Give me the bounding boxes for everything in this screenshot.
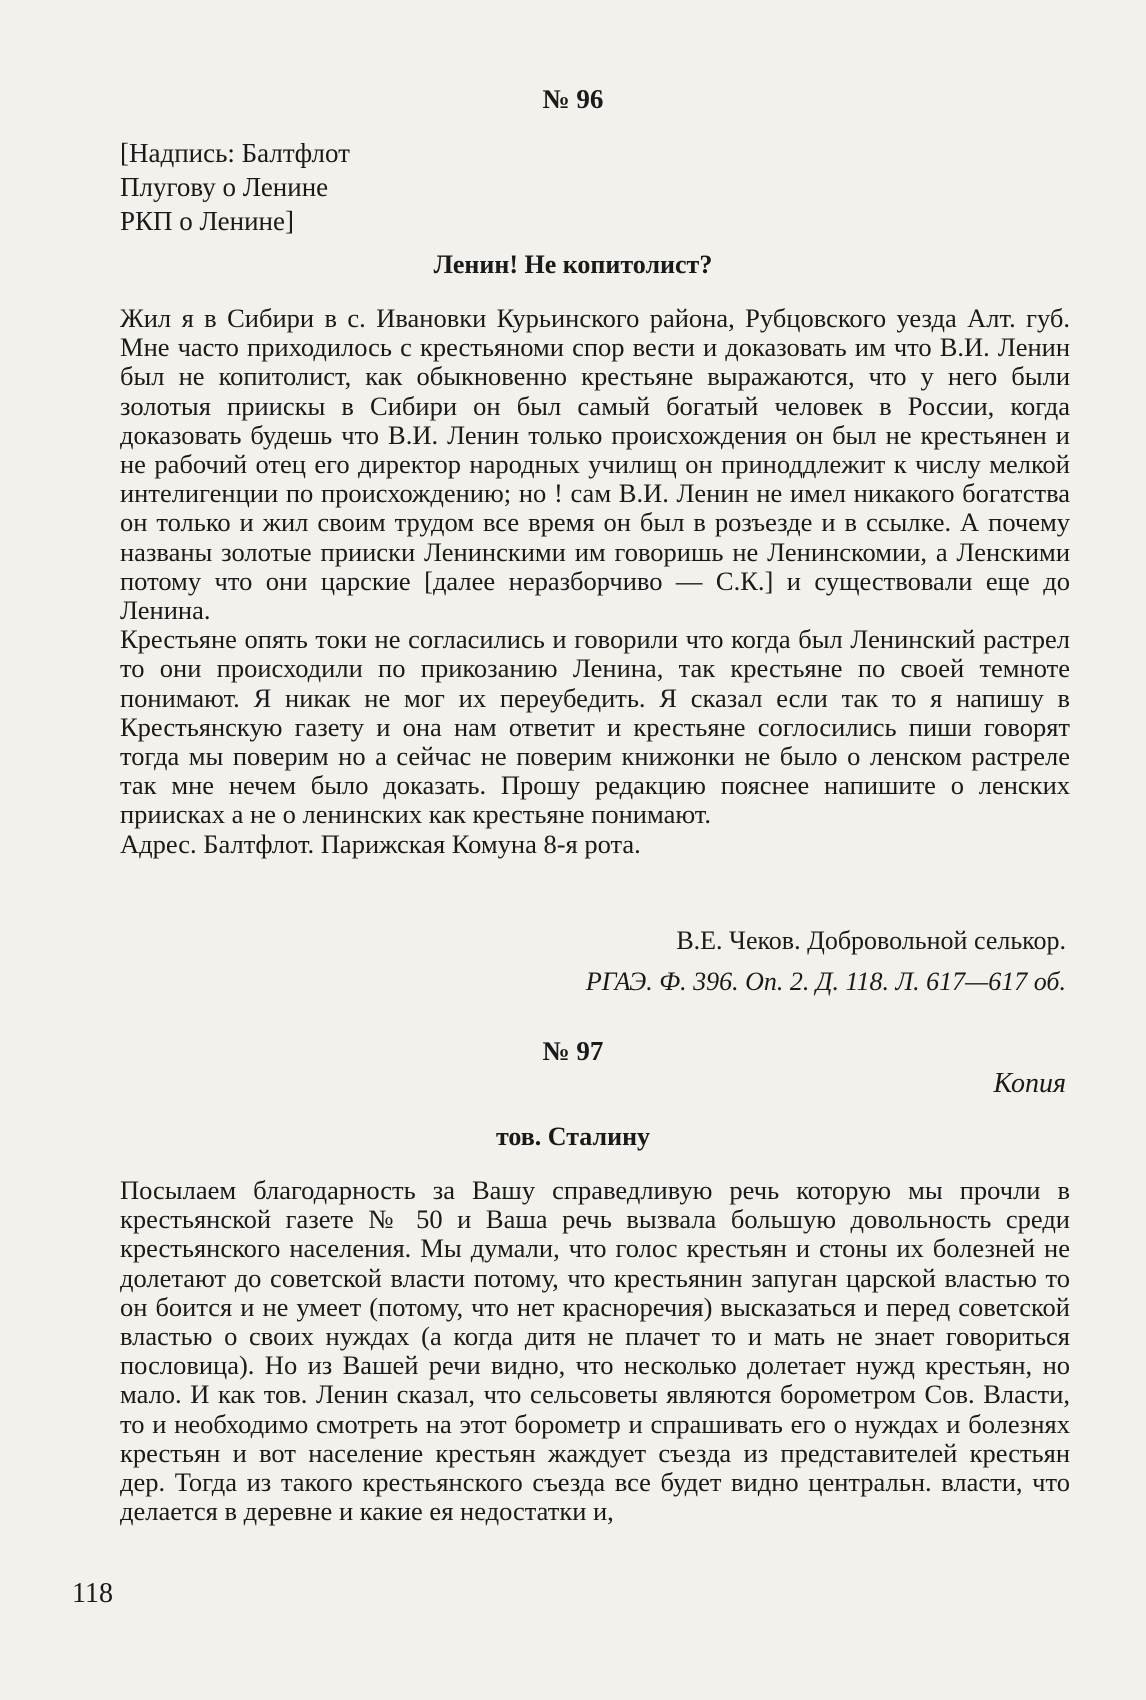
paragraph-2: Крестьяне опять токи не согласились и говорили что когда был Ленинский растрел то они происходили по прикозанию Ленина, так крестьяне по своей темноте понимают. Я никак не мог их переубедить. Я сказал если так то я напишу в Крестьянскую газету и она нам ответит и крестьяне соглосились пиши говорят тогда мы поверим но а сейчас не поверим книжонки не было о ленском растреле так мне нечем было доказать. Прошу редакцию пояснее напишите о ленских приисках а не о ленинских как крестьяне понимают. xyxy=(120,624,1070,830)
document-number-96: № 96 xyxy=(542,84,604,114)
copy-label: Копия xyxy=(993,1068,1066,1099)
signature: В.Е. Чеков. Добровольной селькор. xyxy=(676,926,1066,955)
annotation-line-3: РКП о Ленине] xyxy=(120,206,294,236)
letter-body-97 xyxy=(120,1176,1070,1526)
annotation-line-1: [Надпись: Балтфлот xyxy=(120,138,350,168)
archive-source: РГАЭ. Ф. 396. Оп. 2. Д. 118. Л. 617—617 об. xyxy=(585,967,1066,996)
document-number-97: № 97 xyxy=(542,1036,604,1066)
address-line: Адрес. Балтфлот. Парижская Комуна 8-я рота. xyxy=(120,828,641,859)
letter-body-96 xyxy=(120,304,1070,859)
paragraph-1: Жил я в Сибири в с. Ивановки Курьинского района, Рубцовского уезда Алт. губ. Мне часто приходилось с крестьяноми спор вести и доказовать им что В.И. Ленин был не копитолист, как обыкновенно крестьяне выражаются, что у него были золотыя приискы в Сибири он был самый богатый человек в России, когда доказовать будешь что В.И. Ленин только происхождения он был не крестьянен и не рабочий отец его директор народных училищ он приноддлежит к числу мелкой интелигенции по происхождению; но ! сам В.И. Ленин не имел никакого богатства он только и жил своим трудом все время он был в розъезде и в ссылке. А почему названы золотые прииски Ленинскими им говоришь не Ленинскомии, а Ленскими потому что они царские [далее неразборчиво — С.К.] и существовали еще до Ленина. xyxy=(120,303,1070,626)
paragraph-1: Посылаем благодарность за Вашу справедливую речь которую мы прочли в крестьянской газете № 50 и Ваша речь вызвала большую довольность среди крестьянского населения. Мы думали, что голос крестьян и стоны их болезней не долетают до советской власти потому, что крестьянин запуган царской властью то он боится и не умеет (потому, что нет красноречия) высказаться и перед советской властью о своих нуждах (а когда дитя не плачет то и мать не знает говориться пословица). Но из Вашей речи видно, что несколько долетает нужд крестьян, но мало. И как тов. Ленин сказал, что сельсоветы являются борометром Сов. Власти, то и необходимо смотреть на этот борометр и спрашивать его о нуждах и болезнях крестьян и вот население крестьян жаждует съезда из представителей крестьян дер. Тогда из такого крестьянского съезда все будет видно центральн. власти, что делается в деревне и какие ея недостатки и, xyxy=(120,1175,1070,1527)
letter-title-97: тов. Сталину xyxy=(495,1122,651,1151)
page-number: 118 xyxy=(72,1578,113,1609)
letter-title-96: Ленин! Не копитолист? xyxy=(433,250,713,279)
annotation-line-2: Плугову о Ленине xyxy=(120,172,329,202)
